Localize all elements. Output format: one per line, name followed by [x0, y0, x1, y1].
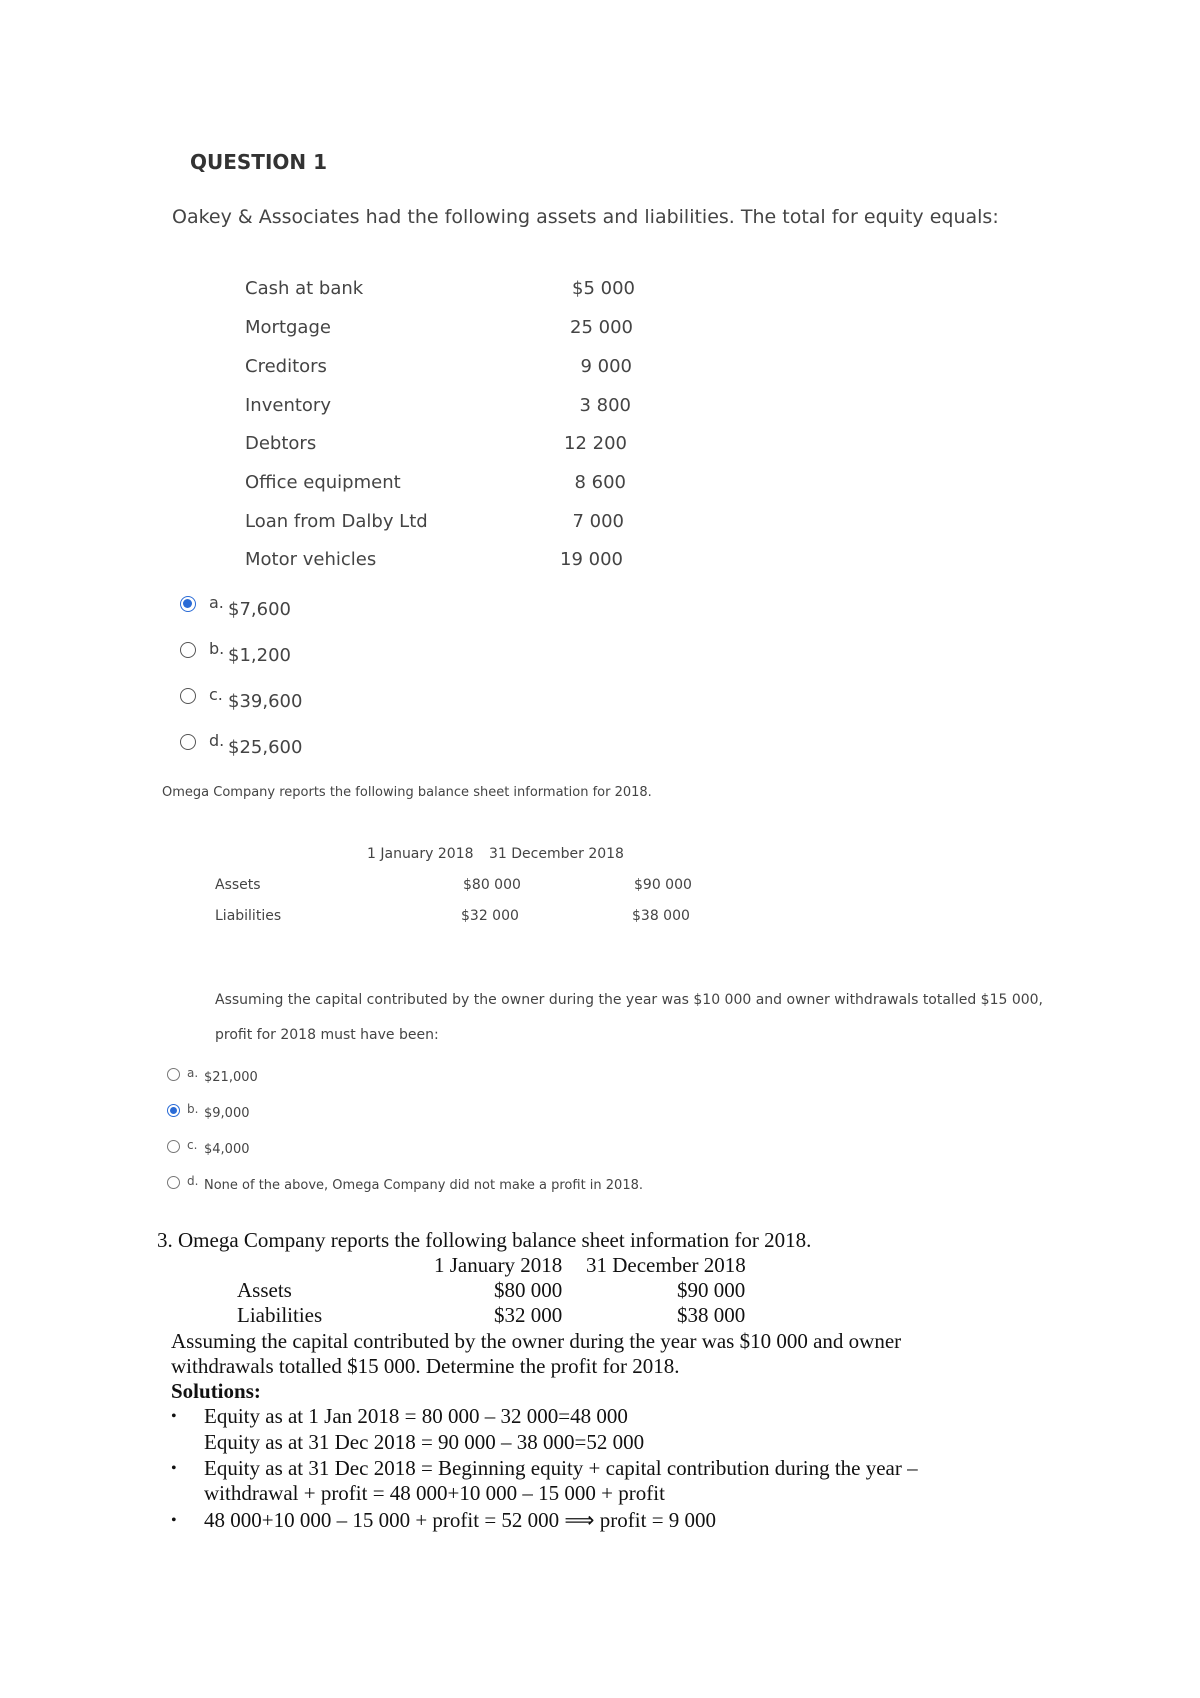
item-value: $5 000: [572, 278, 635, 299]
column-header: 31 December 2018: [586, 1253, 746, 1277]
question-3-text-line-2: withdrawals totalled $15 000. Determine the profit for 2018.: [171, 1354, 680, 1378]
cell-value: $38 000: [632, 908, 690, 924]
row-label: Liabilities: [215, 908, 282, 924]
option-letter: a.: [209, 593, 224, 612]
item-value: 12 200: [564, 433, 627, 454]
item-value: 7 000: [572, 511, 624, 532]
cell-value: $38 000: [677, 1303, 746, 1327]
option-c-radio[interactable]: [167, 1140, 180, 1153]
row-label: Assets: [215, 877, 261, 893]
cell-value: $32 000: [494, 1303, 563, 1327]
question-3-heading: 3. Omega Company reports the following balance sheet information for 2018.: [157, 1228, 812, 1252]
item-value: 19 000: [560, 549, 623, 570]
option-a-radio[interactable]: [167, 1068, 180, 1081]
cell-value: $90 000: [677, 1278, 746, 1302]
bullet-marker: •: [171, 1460, 177, 1477]
item-value: 3 800: [579, 395, 631, 416]
item-label: Motor vehicles: [245, 549, 377, 570]
option-letter: a.: [187, 1066, 199, 1080]
item-label: Cash at bank: [245, 278, 364, 299]
option-letter: c.: [187, 1138, 198, 1152]
option-d-radio[interactable]: [180, 734, 196, 750]
option-letter: c.: [209, 685, 223, 704]
bullet-1-line-2: Equity as at 31 Dec 2018 = 90 000 – 38 000=52 000: [204, 1430, 645, 1454]
row-label: Assets: [237, 1278, 292, 1302]
item-label: Debtors: [245, 433, 317, 454]
option-c-radio[interactable]: [180, 688, 196, 704]
bullet-2-line-2: withdrawal + profit = 48 000+10 000 – 15 000 + profit: [204, 1481, 665, 1505]
item-label: Loan from Dalby Ltd: [245, 511, 428, 532]
question-2-intro: Omega Company reports the following balance sheet information for 2018.: [162, 785, 652, 800]
option-a-radio[interactable]: [180, 596, 196, 612]
item-value: 8 600: [574, 472, 626, 493]
solutions-label: Solutions:: [171, 1379, 261, 1403]
question-2-body-line-2: profit for 2018 must have been:: [215, 1027, 439, 1043]
bullet-marker: •: [171, 1512, 177, 1529]
question-1-title: QUESTION 1: [190, 150, 328, 174]
bullet-marker: •: [171, 1408, 177, 1425]
option-letter: b.: [209, 639, 225, 658]
question-1-prompt: Oakey & Associates had the following assets and liabilities. The total for equity equals:: [172, 206, 999, 228]
bullet-2-line-1: Equity as at 31 Dec 2018 = Beginning equity + capital contribution during the year –: [204, 1456, 918, 1480]
column-header: 1 January 2018: [434, 1253, 563, 1277]
option-letter: d.: [209, 731, 225, 750]
item-value: 25 000: [570, 317, 633, 338]
item-label: Mortgage: [245, 317, 331, 338]
option-a-text[interactable]: $7,600: [228, 599, 291, 620]
question-2-body-line-1: Assuming the capital contributed by the owner during the year was $10 000 and owner withdrawals totalled $15 000,: [215, 992, 1044, 1008]
column-header: 31 December 2018: [489, 846, 624, 862]
column-header: 1 January 2018: [367, 846, 474, 862]
option-d-text[interactable]: $25,600: [228, 737, 303, 758]
cell-value: $90 000: [634, 877, 692, 893]
question-3-text-line-1: Assuming the capital contributed by the owner during the year was $10 000 and owner: [171, 1329, 902, 1353]
option-b-radio[interactable]: [180, 642, 196, 658]
option-b-text[interactable]: $9,000: [204, 1106, 250, 1121]
cell-value: $32 000: [461, 908, 519, 924]
row-label: Liabilities: [237, 1303, 323, 1327]
option-letter: b.: [187, 1102, 199, 1116]
option-d-radio[interactable]: [167, 1176, 180, 1189]
item-value: 9 000: [580, 356, 632, 377]
item-label: Inventory: [245, 395, 331, 416]
cell-value: $80 000: [494, 1278, 563, 1302]
option-letter: d.: [187, 1174, 199, 1188]
bullet-3: 48 000+10 000 – 15 000 + profit = 52 000 ⟹ profit = 9 000: [204, 1508, 717, 1532]
option-b-radio[interactable]: [167, 1104, 180, 1117]
option-a-text[interactable]: $21,000: [204, 1070, 258, 1085]
item-label: Office equipment: [245, 472, 401, 493]
item-label: Creditors: [245, 356, 327, 377]
option-c-text[interactable]: $39,600: [228, 691, 303, 712]
option-d-text[interactable]: None of the above, Omega Company did not make a profit in 2018.: [204, 1178, 644, 1193]
bullet-1-line-1: Equity as at 1 Jan 2018 = 80 000 – 32 000=48 000: [204, 1404, 628, 1428]
option-b-text[interactable]: $1,200: [228, 645, 291, 666]
option-c-text[interactable]: $4,000: [204, 1142, 250, 1157]
cell-value: $80 000: [463, 877, 521, 893]
